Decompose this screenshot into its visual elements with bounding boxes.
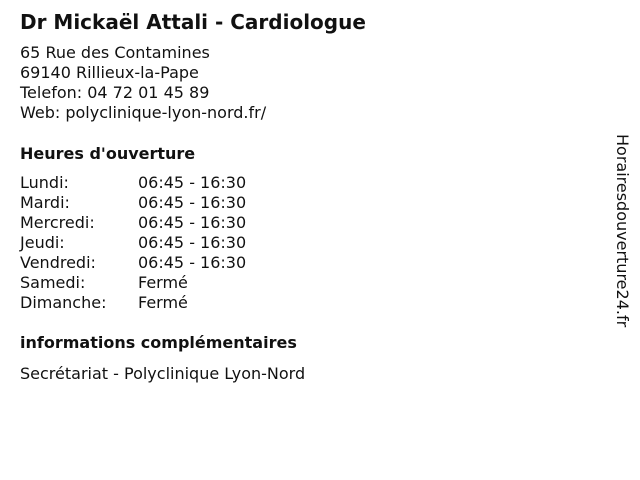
time-value: 06:45 - 16:30 bbox=[138, 253, 247, 272]
day-label: Vendredi: bbox=[20, 253, 96, 272]
day-label: Samedi: bbox=[20, 273, 86, 292]
day-label: Dimanche: bbox=[20, 293, 107, 312]
time-value: Fermé bbox=[138, 273, 188, 292]
additional-info-heading: informations complémentaires bbox=[20, 333, 297, 352]
address-block bbox=[20, 43, 580, 123]
day-label: Lundi: bbox=[20, 173, 69, 192]
hours-row-saturday bbox=[20, 273, 580, 293]
street-address: 65 Rue des Contamines bbox=[20, 43, 210, 62]
day-label: Mercredi: bbox=[20, 213, 95, 232]
site-watermark: Horairesdouverture24.fr bbox=[613, 134, 632, 328]
hours-row-wednesday bbox=[20, 213, 580, 233]
phone-number: Telefon: 04 72 01 45 89 bbox=[20, 83, 210, 102]
time-value: 06:45 - 16:30 bbox=[138, 213, 247, 232]
additional-info-text: Secrétariat - Polyclinique Lyon-Nord bbox=[20, 364, 306, 383]
hours-row-sunday bbox=[20, 293, 580, 313]
time-value: Fermé bbox=[138, 293, 188, 312]
time-value: 06:45 - 16:30 bbox=[138, 233, 247, 252]
day-label: Jeudi: bbox=[20, 233, 65, 252]
opening-hours-table bbox=[20, 173, 580, 313]
city-address: 69140 Rillieux-la-Pape bbox=[20, 63, 199, 82]
hours-row-monday bbox=[20, 173, 580, 193]
hours-row-friday bbox=[20, 253, 580, 273]
hours-row-tuesday bbox=[20, 193, 580, 213]
opening-hours-heading: Heures d'ouverture bbox=[20, 144, 196, 163]
day-label: Mardi: bbox=[20, 193, 70, 212]
page-title: Dr Mickaël Attali - Cardiologue bbox=[20, 10, 366, 34]
time-value: 06:45 - 16:30 bbox=[138, 173, 247, 192]
hours-row-thursday bbox=[20, 233, 580, 253]
time-value: 06:45 - 16:30 bbox=[138, 193, 247, 212]
business-card bbox=[20, 8, 580, 384]
website-link[interactable]: Web: polyclinique-lyon-nord.fr/ bbox=[20, 103, 267, 122]
